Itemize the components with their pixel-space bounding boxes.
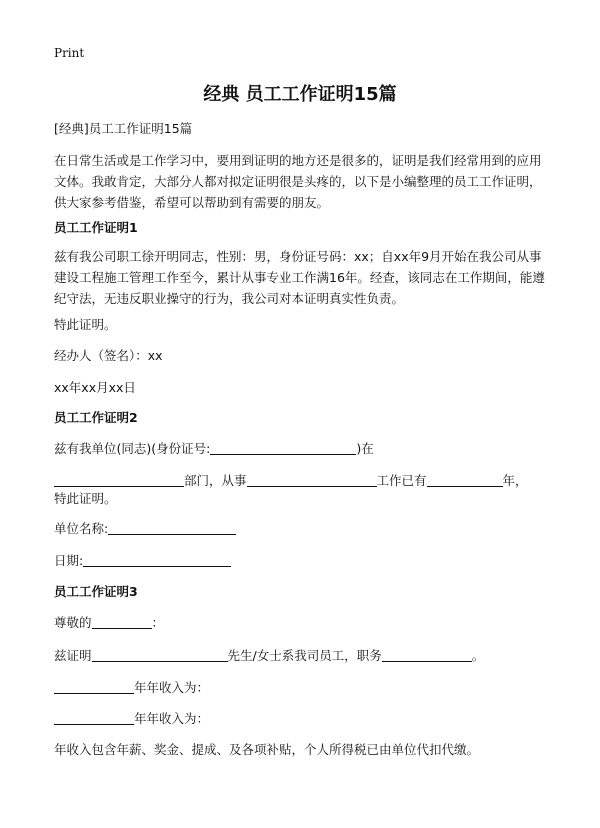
section-2-line-1 bbox=[54, 438, 374, 459]
unit-label: 单位名称: bbox=[54, 521, 109, 536]
years-blank bbox=[427, 472, 503, 487]
position-label: 先生/女士系我司员工，职务 bbox=[227, 648, 382, 663]
section-2-line-2 bbox=[54, 470, 528, 491]
id-label: 兹有我单位(同志)(身份证号: bbox=[54, 441, 211, 456]
section-3-income-1 bbox=[54, 677, 209, 698]
id-number-blank bbox=[210, 440, 356, 455]
salutation-suffix: ： bbox=[151, 615, 165, 630]
unit-blank bbox=[108, 520, 236, 535]
position-blank bbox=[382, 647, 472, 662]
income-label-2: 年年收入为： bbox=[134, 711, 210, 726]
section-1-date: xx年xx月xx日 bbox=[54, 380, 136, 395]
department-blank bbox=[54, 472, 184, 487]
income-label-1: 年年收入为： bbox=[134, 680, 210, 695]
section-3-note: 年收入包含年薪、奖金、提成、及各项补贴，个人所得税已由单位代扣代缴。 bbox=[54, 742, 480, 757]
print-link[interactable]: Print bbox=[54, 46, 85, 60]
section-3-heading: 员工工作证明3 bbox=[54, 584, 138, 599]
section-3-certify-line bbox=[54, 645, 484, 666]
salutation-label: 尊敬的 bbox=[54, 615, 92, 630]
id-suffix: )在 bbox=[356, 441, 374, 456]
employee-name-blank bbox=[92, 647, 228, 662]
salutation-blank bbox=[92, 614, 152, 629]
years-label: 年， bbox=[502, 473, 528, 488]
section-1-paragraph: 兹有我公司职工徐开明同志，性别：男，身份证号码：xx；自xx年9月开始在我公司从事建设工程施工管理工作至今，累计从事专业工作满16年。经查，该同志在工作期间，能遵纪守法，无违反职业操守的行为，我公司对本证明真实性负责。 bbox=[54, 249, 545, 306]
section-2-unit bbox=[54, 518, 236, 539]
income-year-blank-1 bbox=[54, 679, 134, 694]
document-subtitle: [经典]员工工作证明15篇 bbox=[54, 121, 193, 136]
job-blank bbox=[247, 472, 377, 487]
intro-paragraph: 在日常生活或是工作学习中，要用到证明的地方还是很多的，证明是我们经常用到的应用文体。我敢肯定，大部分人都对拟定证明很是头疼的，以下是小编整理的员工工作证明，供大家参考借鉴，希望可以帮助到有需要的朋友。 bbox=[54, 153, 542, 210]
section-2-certify: 特此证明。 bbox=[54, 491, 117, 506]
certify-end: 。 bbox=[471, 648, 485, 663]
income-year-blank-2 bbox=[54, 710, 134, 725]
date-blank bbox=[83, 552, 231, 567]
job-label: 工作已有 bbox=[376, 473, 427, 488]
department-label: 部门，从事 bbox=[184, 473, 247, 488]
section-2-date bbox=[54, 550, 231, 571]
section-1-certify: 特此证明。 bbox=[54, 317, 117, 332]
section-3-income-2 bbox=[54, 708, 209, 729]
date-label: 日期: bbox=[54, 553, 84, 568]
section-1-heading: 员工工作证明1 bbox=[54, 220, 138, 235]
section-2-heading: 员工工作证明2 bbox=[54, 410, 138, 425]
section-3-salutation bbox=[54, 612, 164, 633]
page-title: 经典 员工工作证明15篇 bbox=[203, 84, 397, 105]
section-1-agent: 经办人（签名）：xx bbox=[54, 348, 163, 363]
certify-label: 兹证明 bbox=[54, 648, 92, 663]
